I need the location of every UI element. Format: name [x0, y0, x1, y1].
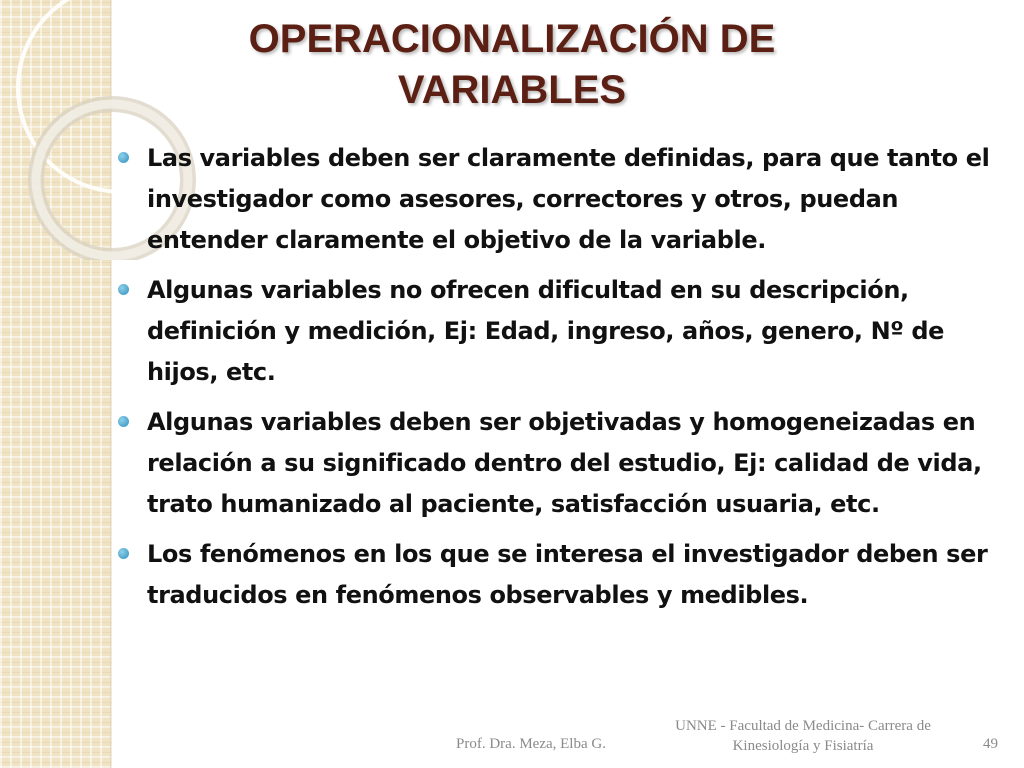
- slide-title-line-2: VARIABLES: [397, 68, 627, 112]
- slide-title-line-1: OPERACIONALIZACIÓN DE: [248, 17, 776, 61]
- footer-organization: [650, 716, 956, 756]
- footer-organization-line-2: Kinesiología y Fisiatría: [732, 738, 874, 754]
- bullet-text: Los fenómenos en los que se interesa el investigador deben ser traducidos en fenómenos observables y medibles.: [147, 540, 988, 609]
- bullet-text: Algunas variables deben ser objetivadas y homogeneizadas en relación a su significado dentro del estudio, Ej: calidad de vida, trato humanizado al paciente, satisfacción usuaria, etc.: [147, 408, 982, 518]
- bullet-item: [118, 138, 1018, 261]
- bullet-icon: [118, 284, 129, 295]
- footer-author: Prof. Dra. Meza, Elba G.: [456, 736, 606, 752]
- bullet-text: Algunas variables no ofrecen dificultad en su descripción, definición y medición, Ej: Edad, ingreso, años, genero, Nº de hijos, etc.: [147, 276, 945, 386]
- bullet-text: Las variables deben ser claramente definidas, para que tanto el investigador como asesores, correctores y otros, puedan entender claramente el objetivo de la variable.: [147, 144, 990, 254]
- bullet-item: [118, 534, 1018, 616]
- decorative-side-band: [0, 0, 112, 768]
- bullet-icon: [118, 416, 129, 427]
- bullet-icon: [118, 152, 129, 163]
- bullet-icon: [118, 548, 129, 559]
- bullet-list: [118, 138, 1018, 625]
- bullet-item: [118, 270, 1018, 393]
- footer-page-number: 49: [983, 736, 998, 752]
- footer-organization-line-1: UNNE - Facultad de Medicina- Carrera de: [675, 718, 931, 734]
- bullet-item: [118, 402, 1018, 525]
- slide-title: [150, 14, 874, 116]
